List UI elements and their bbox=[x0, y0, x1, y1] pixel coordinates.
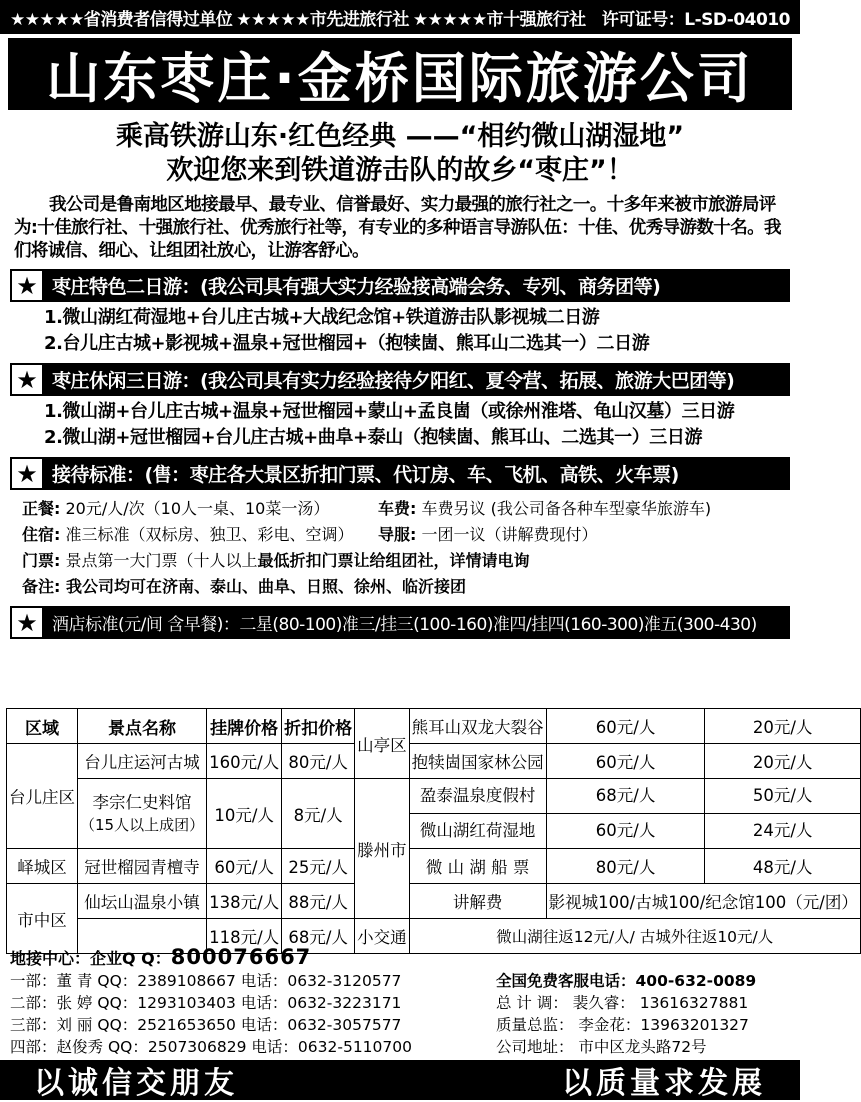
contact-row bbox=[10, 1013, 795, 1035]
list-price: 60元/人 bbox=[546, 744, 705, 779]
contact-row bbox=[10, 969, 795, 991]
star-icon: ★ bbox=[10, 363, 44, 396]
list-price: 10元/人 bbox=[207, 779, 282, 849]
dept-qq: QQ：2389108667 bbox=[97, 972, 236, 990]
guide-label: 导服: bbox=[378, 525, 417, 544]
ticket-label: 门票: bbox=[22, 551, 61, 570]
quality-director: 质量总监： 李金花：13963201327 bbox=[496, 1016, 749, 1034]
attraction-name: 抱犊崮国家林公园 bbox=[409, 744, 546, 779]
standard-row bbox=[22, 522, 784, 548]
header-discount-price: 折扣价格 bbox=[282, 709, 355, 744]
header-region: 区域 bbox=[7, 709, 78, 744]
dept-phone: 电话：0632-3057577 bbox=[240, 1016, 402, 1034]
dept-phone: 电话：0632-3223171 bbox=[240, 994, 402, 1012]
car-value: 车费另议 (我公司备各种车型豪华旅游车) bbox=[421, 499, 712, 518]
guide-fee-text: 影视城100/古城100/纪念馆100（元/团） bbox=[546, 884, 860, 919]
header-name: 景点名称 bbox=[78, 709, 207, 744]
car-label: 车费: bbox=[378, 499, 417, 518]
discount-price: 48元/人 bbox=[705, 849, 860, 884]
guide-value: 一团一议（讲解费现付） bbox=[421, 525, 598, 544]
contact-row bbox=[10, 1035, 795, 1057]
list-price: 160元/人 bbox=[207, 744, 282, 779]
center-label: 地接中心：企业Q Q： bbox=[10, 948, 171, 968]
dept-phone: 电话：0632-5110700 bbox=[251, 1038, 412, 1056]
three-day-routes bbox=[0, 399, 800, 451]
section-hotel bbox=[10, 606, 790, 639]
section-standard bbox=[10, 457, 790, 490]
attraction-name bbox=[78, 779, 207, 849]
footer-slogan-bar bbox=[0, 1060, 800, 1100]
route-item: 2.微山湖+冠世榴园+台儿庄古城+曲阜+泰山（抱犊崮、熊耳山、二选其一）三日游 bbox=[44, 427, 703, 448]
ticket-value-bold: 最低折扣门票让给组团社，详情请电询 bbox=[257, 551, 530, 570]
discount-price: 88元/人 bbox=[282, 884, 355, 919]
route-item: 1.微山湖+台儿庄古城+温泉+冠世榴园+蒙山+孟良崮（或徐州淮塔、龟山汉墓）三日游 bbox=[44, 401, 735, 422]
section-standard-title: 接待标准：(售：枣庄各大景区折扣门票、代订房、车、飞机、高铁、火车票) bbox=[44, 457, 790, 490]
small-transport-label: 小交通 bbox=[355, 919, 410, 954]
region-tengzhou: 滕州市 bbox=[355, 779, 410, 919]
route-item: 2.台儿庄古城+影视城+温泉+冠世榴园+（抱犊崮、熊耳山二选其一）二日游 bbox=[44, 333, 650, 354]
company-title: 山东枣庄·金桥国际旅游公司 bbox=[8, 38, 792, 110]
attraction-name: 微 山 湖 船 票 bbox=[409, 849, 546, 884]
table-row bbox=[7, 744, 861, 779]
center-row bbox=[10, 945, 795, 969]
lodging-value: 准三标准（双标房、独卫、彩电、空调） bbox=[65, 525, 354, 544]
list-price: 60元/人 bbox=[207, 849, 282, 884]
ticket-value: 景点第一大门票（十人以上 bbox=[65, 551, 258, 570]
attraction-name: 仙坛山温泉小镇 bbox=[78, 884, 207, 919]
dispatcher: 总 计 调： 裴久睿： 13616327881 bbox=[496, 994, 749, 1012]
contact-row bbox=[10, 991, 795, 1013]
license-number: 许可证号：L-SD-04010 bbox=[601, 9, 790, 30]
company-address: 公司地址： 市中区龙头路72号 bbox=[496, 1038, 707, 1056]
slogan-right: 以质量求发展 bbox=[562, 1066, 766, 1101]
route-item: 1.微山湖红荷湿地+台儿庄古城+大战纪念馆+铁道游击队影视城二日游 bbox=[44, 307, 600, 328]
headline-secondary: 欢迎您来到铁道游击队的故乡“枣庄”！ bbox=[166, 155, 634, 186]
header-list-price: 挂牌价格 bbox=[207, 709, 282, 744]
reception-standards bbox=[22, 496, 784, 600]
dept-qq: QQ：1293103403 bbox=[97, 994, 236, 1012]
honor-provincial: ★★★★★省消费者信得过单位 bbox=[10, 9, 233, 30]
discount-price: 8元/人 bbox=[282, 779, 355, 849]
list-price: 138元/人 bbox=[207, 884, 282, 919]
price-table bbox=[6, 708, 861, 954]
section-three-day bbox=[10, 363, 790, 396]
center-qq: 800076667 bbox=[170, 945, 312, 969]
region-taierzhuang: 台儿庄区 bbox=[7, 744, 78, 849]
attraction-name bbox=[409, 779, 546, 849]
hotel-standard-text: 酒店标准(元/间 含早餐)：二星(80-100)准三/挂三(100-160)准四/挂四(160-300)准五(300-430) bbox=[44, 606, 790, 639]
note-label: 备注: bbox=[22, 577, 61, 596]
list-price-a: 68元/人 bbox=[547, 779, 705, 814]
table-row bbox=[7, 779, 861, 849]
star-icon: ★ bbox=[10, 457, 44, 490]
note-value: 我公司均可在济南、泰山、曲阜、日照、徐州、临沂接团 bbox=[65, 577, 466, 596]
table-row bbox=[7, 849, 861, 884]
dept-qq: QQ：2507306829 bbox=[107, 1038, 247, 1056]
honor-city-advanced: ★★★★★市先进旅行社 bbox=[236, 9, 409, 30]
attraction-name-a: 盈泰温泉度假村 bbox=[410, 779, 546, 814]
standard-row bbox=[22, 548, 784, 574]
section-two-day bbox=[10, 269, 790, 302]
honor-city-top10: ★★★★★市十强旅行社 bbox=[412, 9, 586, 30]
attraction-name-line2: （15人以上成团） bbox=[80, 815, 205, 834]
dept-phone: 电话：0632-3120577 bbox=[240, 972, 402, 990]
dept-name: 四部：赵俊秀 bbox=[10, 1038, 104, 1056]
list-price: 60元/人 bbox=[546, 709, 705, 744]
dept-name: 一部：董 青 bbox=[10, 972, 93, 990]
list-price: 118元/人 bbox=[207, 919, 282, 954]
dept-name: 三部：刘 丽 bbox=[10, 1016, 93, 1034]
section-two-day-title: 枣庄特色二日游：(我公司具有强大实力经验接高端会务、专列、商务团等) bbox=[44, 269, 790, 302]
slogan-left: 以诚信交朋友 bbox=[34, 1066, 238, 1101]
headline-primary: 乘高铁游山东·红色经典 ——“相约微山湖湿地” bbox=[115, 121, 685, 152]
dept-qq: QQ：2521653650 bbox=[97, 1016, 236, 1034]
attraction-name: 熊耳山双龙大裂谷 bbox=[409, 709, 546, 744]
table-row bbox=[7, 884, 861, 919]
star-icon: ★ bbox=[10, 606, 44, 639]
region-shanting: 山亭区 bbox=[355, 709, 410, 779]
discount-price-a: 50元/人 bbox=[705, 779, 859, 814]
discount-price: 80元/人 bbox=[282, 744, 355, 779]
discount-price-b: 24元/人 bbox=[752, 821, 813, 840]
two-day-routes bbox=[0, 305, 800, 357]
company-intro: 我公司是鲁南地区地接最早、最专业、信誉最好、实力最强的旅行社之一。十多年来被市旅游局评为:十佳旅行社、十强旅行社、优秀旅行社等，有专业的多种语言导游队伍：十佳、优秀导游数十名。我们将诚信、细心、让组团社放心，让游客舒心。 bbox=[14, 195, 781, 261]
list-price-b: 60元/人 bbox=[595, 821, 656, 840]
attraction-name: 冠世榴园青檀寺 bbox=[78, 849, 207, 884]
region-shizhong: 市中区 bbox=[7, 884, 78, 954]
contacts bbox=[10, 945, 795, 1057]
attraction-name-b: 微山湖红荷湿地 bbox=[419, 821, 536, 840]
list-price bbox=[546, 779, 705, 849]
lodging-label: 住宿: bbox=[22, 525, 61, 544]
meal-value: 20元/人/次（10人一桌、10菜一汤） bbox=[65, 499, 330, 518]
standard-row bbox=[22, 574, 784, 600]
discount-price: 20元/人 bbox=[705, 744, 860, 779]
hotline: 全国免费客服电话：400-632-0089 bbox=[496, 972, 757, 990]
discount-price: 20元/人 bbox=[705, 709, 860, 744]
discount-price: 25元/人 bbox=[282, 849, 355, 884]
table-row bbox=[7, 709, 861, 744]
guide-fee-label: 讲解费 bbox=[409, 884, 546, 919]
attraction-name: 台儿庄运河古城 bbox=[78, 744, 207, 779]
star-icon: ★ bbox=[10, 269, 44, 302]
dept-name: 二部：张 婷 bbox=[10, 994, 93, 1012]
discount-price: 68元/人 bbox=[282, 919, 355, 954]
region-yicheng: 峄城区 bbox=[7, 849, 78, 884]
section-three-day-title: 枣庄休闲三日游：(我公司具有实力经验接待夕阳红、夏令营、拓展、旅游大巴团等) bbox=[44, 363, 790, 396]
top-honor-bar bbox=[0, 0, 800, 34]
small-transport-text: 微山湖往返12元/人/ 古城外往返10元/人 bbox=[409, 919, 860, 954]
discount-price bbox=[705, 779, 860, 849]
attraction-name-line1: 李宗仁史料馆 bbox=[92, 792, 192, 812]
standard-row bbox=[22, 496, 784, 522]
meal-label: 正餐: bbox=[22, 499, 61, 518]
list-price: 80元/人 bbox=[546, 849, 705, 884]
